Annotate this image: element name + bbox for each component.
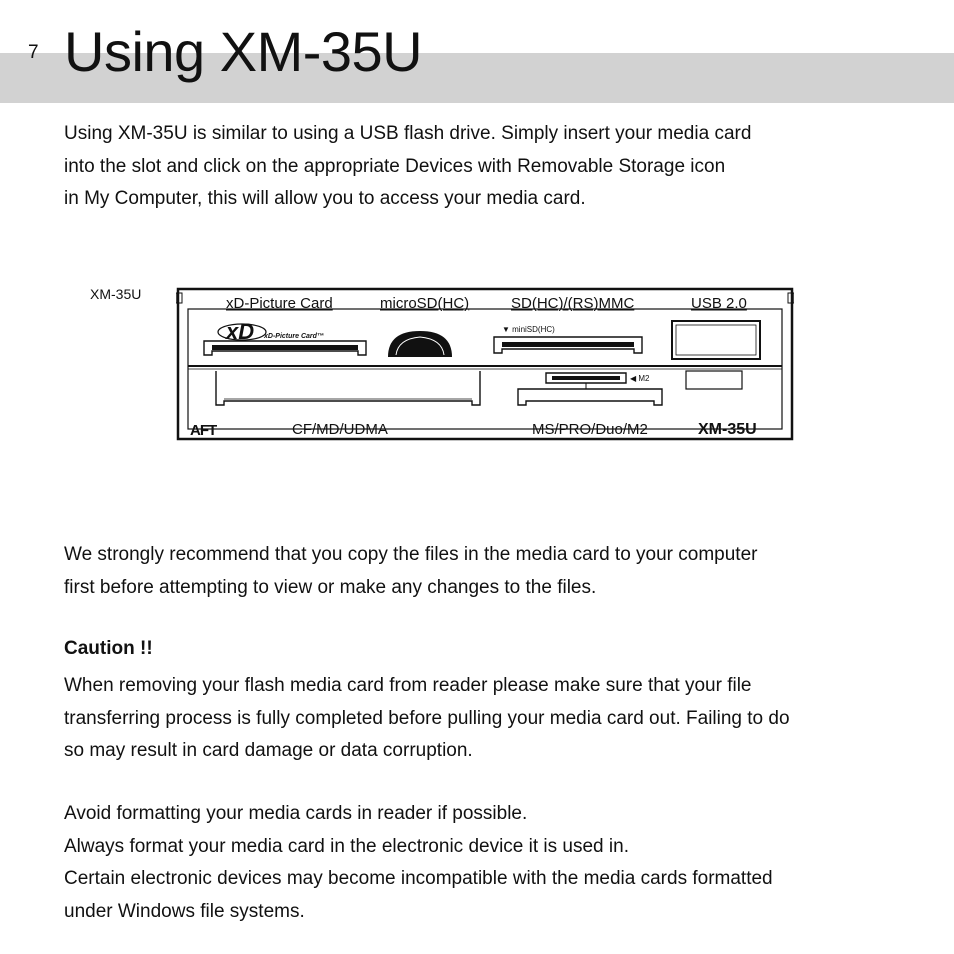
ms-m2-slot-opening: [552, 376, 620, 380]
recommend-line: first before attempting to view or make any changes to the files.: [64, 576, 597, 598]
formatting-line: Avoid formatting your media cards in reader if possible.: [64, 803, 528, 824]
page-title: Using XM-35U: [64, 20, 423, 83]
brand-logo: AFT: [190, 422, 217, 439]
card-reader-illustration: [176, 287, 794, 443]
led-window: [686, 371, 742, 389]
recommend-line: We strongly recommend that you copy the files in the media card to your computer: [64, 544, 758, 565]
xd-slot-opening: [212, 345, 358, 350]
xd-logo-text: xD-Picture Card™: [264, 333, 324, 340]
ms-slot: [518, 389, 662, 405]
label-usb: USB 2.0: [691, 295, 747, 312]
intro-line: into the slot and click on the appropriate Devices with Removable Storage icon: [64, 155, 726, 177]
label-sd-mmc: SD(HC)/(RS)MMC: [511, 295, 635, 312]
usb-port-inner: [676, 325, 756, 355]
label-minisd: ▼ miniSD(HC): [502, 325, 555, 334]
device-caption: XM-35U: [90, 286, 142, 302]
intro-paragraph: [64, 118, 924, 216]
caution-line: so may result in card damage or data corruption.: [64, 740, 473, 761]
label-model: XM-35U: [698, 421, 757, 438]
caution-heading: Caution !!: [64, 638, 153, 659]
formatting-line: under Windows file systems.: [64, 900, 305, 922]
sd-slot-opening: [502, 342, 634, 347]
label-microsd: microSD(HC): [380, 295, 470, 312]
microsd-slot: [388, 331, 452, 357]
xd-logo-icon: xD: [226, 319, 255, 344]
caution-line: When removing your flash media card from reader please make sure that your file: [64, 675, 752, 696]
cf-slot: [216, 371, 480, 405]
label-xd-picture-card: xD-Picture Card: [226, 295, 333, 312]
page-number: 7: [28, 42, 39, 63]
formatting-paragraph: [64, 798, 924, 928]
label-m2: ◀ M2: [630, 374, 650, 383]
intro-line: Using XM-35U is similar to using a USB flash drive. Simply insert your media card: [64, 123, 752, 144]
caution-line: transferring process is fully completed before pulling your media card out. Failing to do: [64, 707, 790, 729]
intro-line: in My Computer, this will allow you to access your media card.: [64, 188, 586, 209]
label-ms: MS/PRO/Duo/M2: [532, 421, 648, 438]
caution-paragraph: [64, 670, 924, 768]
recommend-paragraph: [64, 539, 924, 604]
label-cf: CF/MD/UDMA: [292, 421, 388, 438]
formatting-line: Certain electronic devices may become incompatible with the media cards formatted: [64, 868, 773, 889]
formatting-line: Always format your media card in the electronic device it is used in.: [64, 835, 629, 857]
usb-port: [672, 321, 760, 359]
